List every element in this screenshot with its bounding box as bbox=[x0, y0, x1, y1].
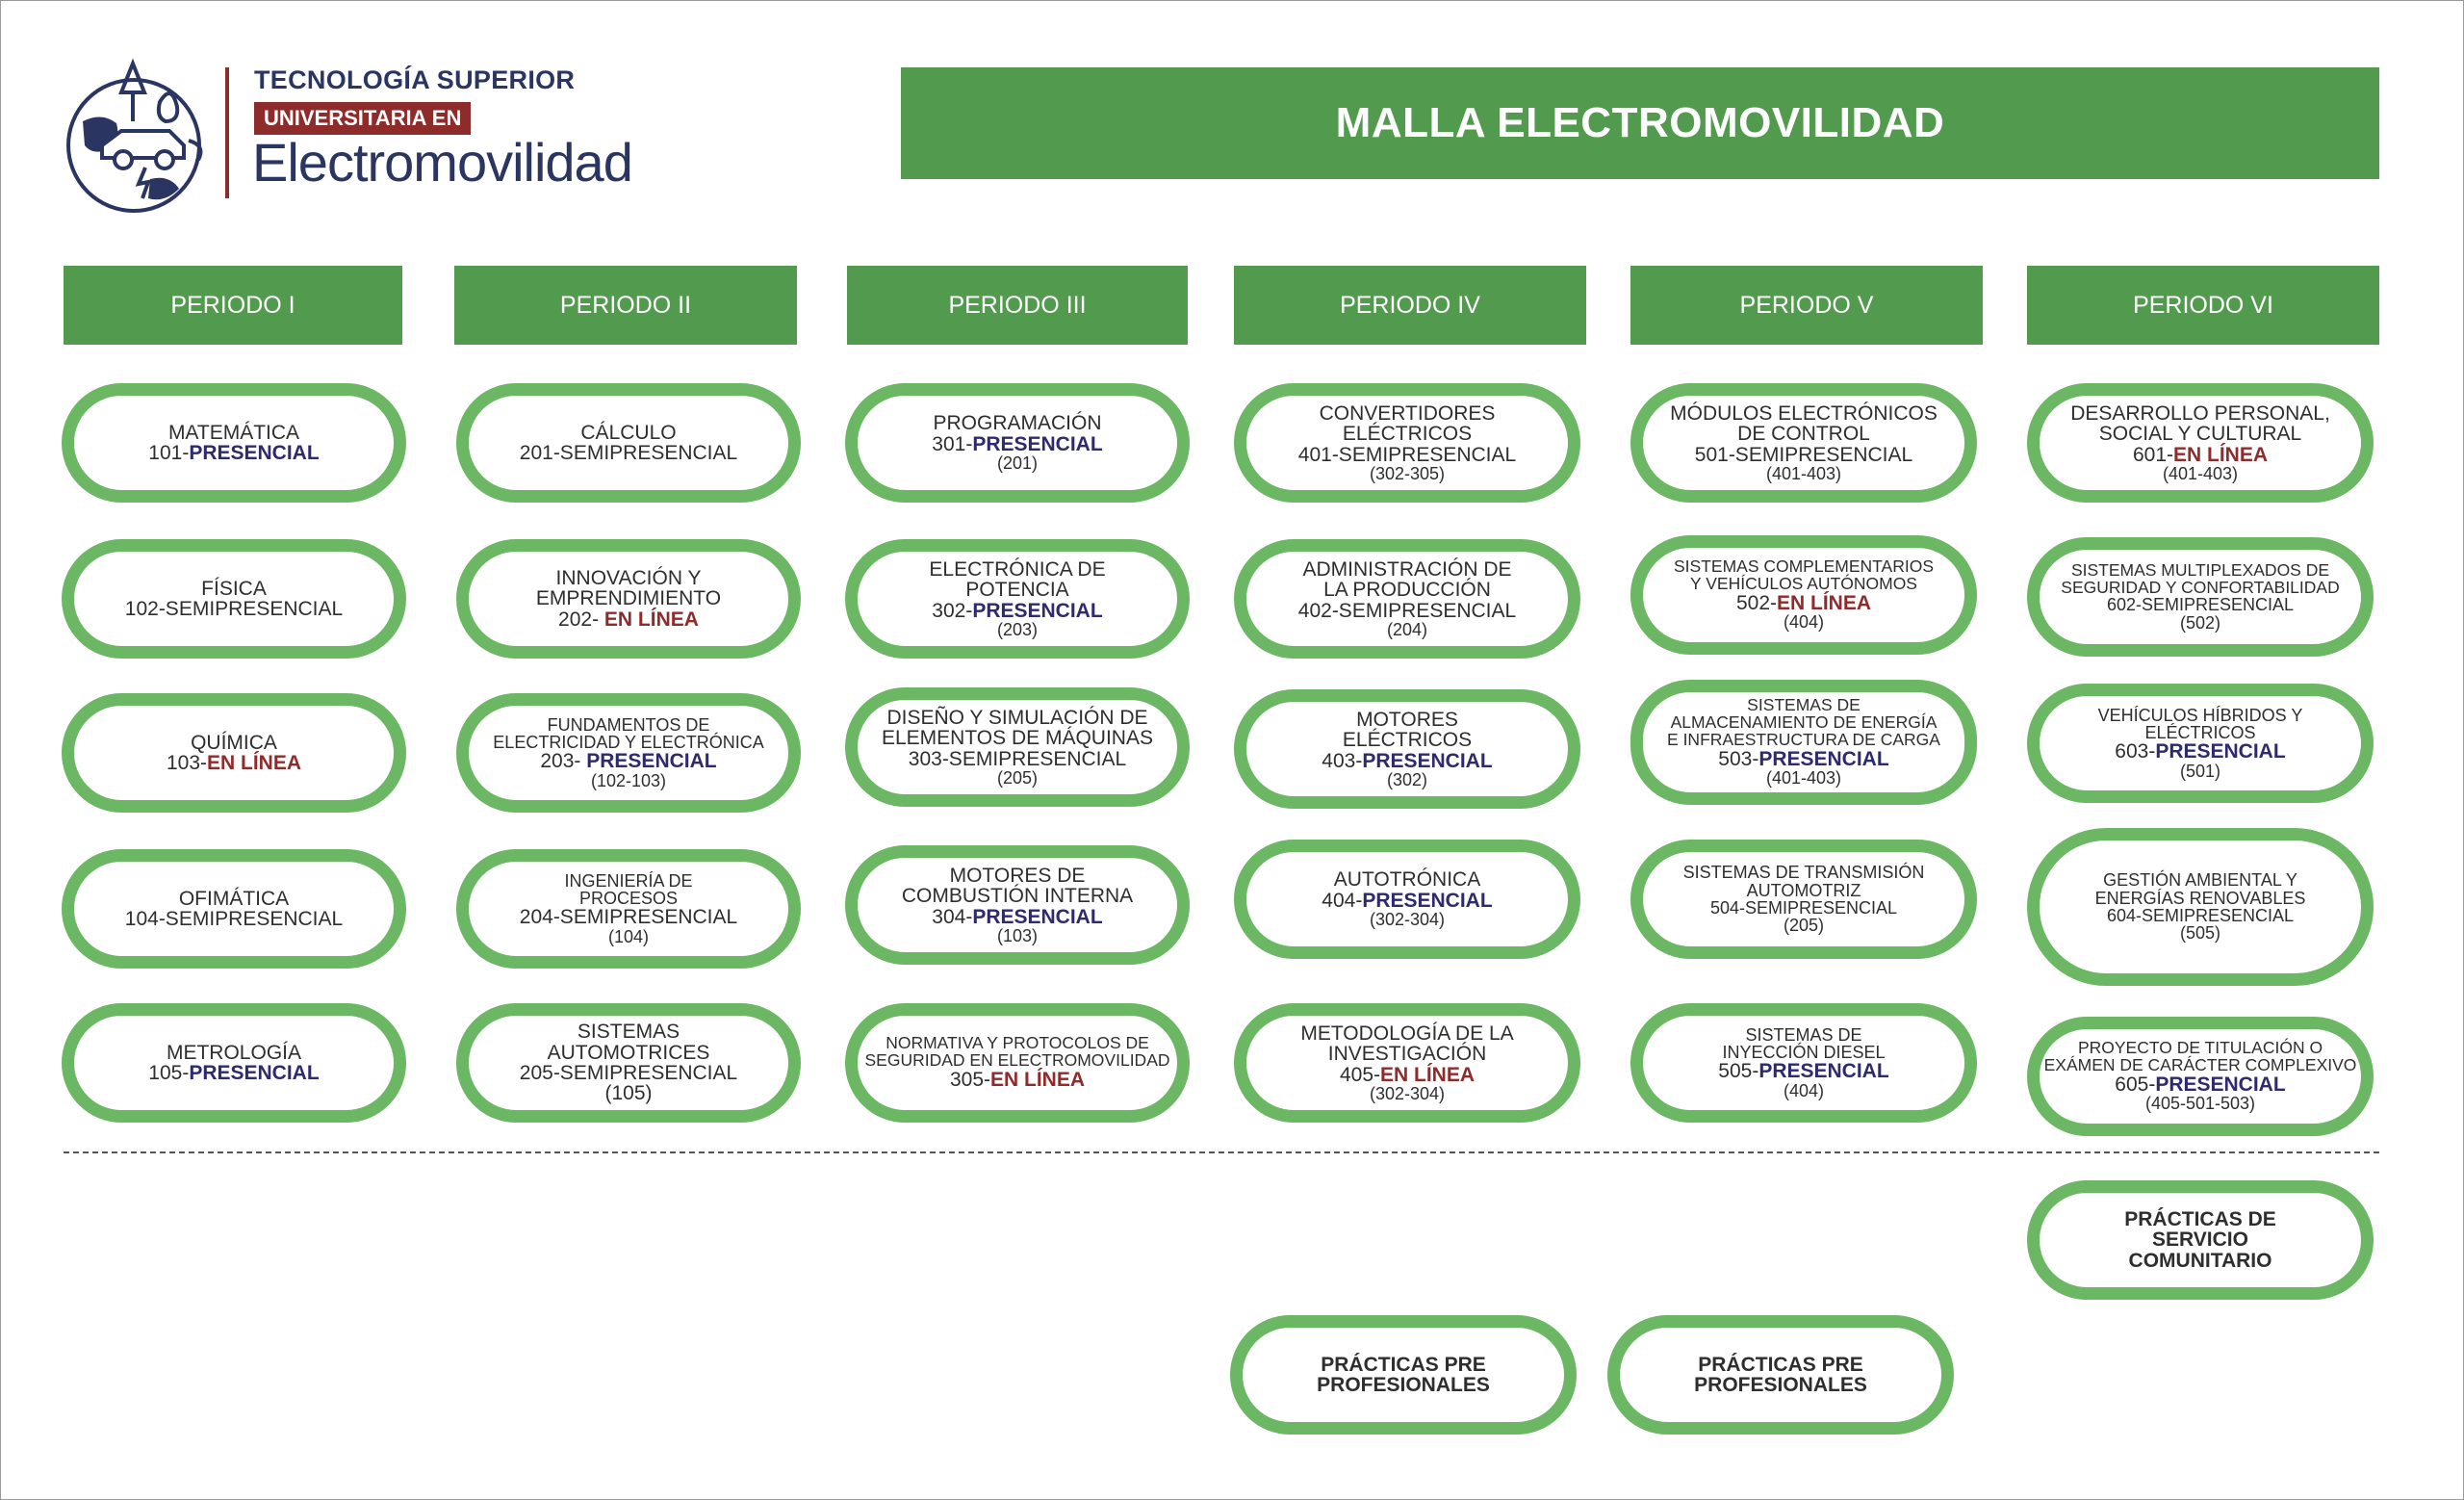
course-name: CÁLCULO bbox=[580, 421, 677, 444]
course-code-mode: 402-SEMIPRESENCIAL bbox=[1297, 599, 1517, 622]
course-602[interactable] bbox=[2027, 537, 2374, 657]
practice-line-1: PRÁCTICAS DE bbox=[2124, 1207, 2276, 1230]
course-605[interactable] bbox=[2027, 1017, 2374, 1136]
period-header-6: PERIODO VI bbox=[2027, 266, 2379, 345]
course-305[interactable] bbox=[845, 1003, 1190, 1123]
course-code-mode: 303-SEMIPRESENCIAL bbox=[908, 747, 1127, 770]
course-name-line-2: PROCESOS bbox=[578, 889, 679, 909]
course-prerequisites: (205) bbox=[1783, 916, 1825, 936]
course-name-line-1: GESTIÓN AMBIENTAL Y bbox=[2103, 870, 2297, 891]
course-name: METROLOGÍA bbox=[166, 1041, 302, 1064]
course-101[interactable] bbox=[62, 383, 406, 503]
period-header-4: PERIODO IV bbox=[1234, 266, 1586, 345]
course-prerequisites: (404) bbox=[1783, 612, 1825, 633]
course-prerequisites: (302-305) bbox=[1369, 463, 1446, 483]
course-name-line-2: DE CONTROL bbox=[1737, 423, 1870, 446]
course-202[interactable] bbox=[456, 539, 801, 659]
course-mode: PRESENCIAL bbox=[2155, 1073, 2286, 1096]
course-code: 203- bbox=[540, 750, 587, 773]
course-name-line-2: SEGURIDAD Y CONFORTABILIDAD bbox=[2061, 577, 2340, 597]
course-402[interactable] bbox=[1234, 539, 1580, 659]
course-code-mode: 104-SEMIPRESENCIAL bbox=[124, 908, 344, 930]
course-name-line-2: INVESTIGACIÓN bbox=[1327, 1043, 1487, 1066]
course-mode: PRESENCIAL bbox=[1362, 889, 1493, 912]
course-code-mode: 604-SEMIPRESENCIAL bbox=[2106, 906, 2295, 925]
course-name-line-2: AUTOMOTRIZ bbox=[1746, 880, 1861, 900]
course-mode: PRESENCIAL bbox=[586, 750, 717, 773]
course-prerequisites: (204) bbox=[1386, 619, 1428, 639]
course-505[interactable] bbox=[1630, 1003, 1977, 1123]
course-prerequisites: (302) bbox=[1386, 769, 1428, 789]
section-divider bbox=[64, 1151, 2379, 1153]
course-name-line-1: MOTORES bbox=[1356, 708, 1458, 731]
logo-line-1: TECNOLOGÍA SUPERIOR bbox=[254, 65, 576, 94]
course-code: 502- bbox=[1735, 591, 1777, 614]
course-prerequisites: (103) bbox=[996, 925, 1039, 945]
course-prerequisites: (104) bbox=[607, 926, 650, 946]
course-404[interactable] bbox=[1234, 840, 1580, 959]
course-name-line-2: POTENCIA bbox=[965, 579, 1069, 602]
practice-line-3: COMUNITARIO bbox=[2128, 1249, 2272, 1272]
course-name: QUÍMICA bbox=[191, 731, 277, 754]
course-prerequisites: (405-501-503) bbox=[2144, 1094, 2256, 1114]
course-name-line-1: SISTEMAS COMPLEMENTARIOS bbox=[1674, 556, 1934, 577]
course-code: 302- bbox=[932, 599, 973, 622]
course-name-line-1: SISTEMAS bbox=[577, 1021, 680, 1044]
course-105[interactable] bbox=[62, 1003, 406, 1123]
course-403[interactable] bbox=[1234, 689, 1580, 809]
course-code: 202- bbox=[558, 608, 604, 631]
course-301[interactable] bbox=[845, 383, 1190, 503]
course-code: 304- bbox=[932, 905, 973, 928]
course-401[interactable] bbox=[1234, 383, 1580, 503]
course-502[interactable] bbox=[1630, 535, 1977, 655]
course-prerequisites: (302-304) bbox=[1369, 910, 1446, 930]
course-name: AUTOTRÓNICA bbox=[1333, 868, 1481, 892]
logo-divider bbox=[225, 67, 229, 198]
course-code-mode: 102-SEMIPRESENCIAL bbox=[124, 598, 344, 620]
period-header-2: PERIODO II bbox=[454, 266, 797, 345]
course-name-line-1: ADMINISTRACIÓN DE bbox=[1302, 557, 1512, 581]
course-name-line-1: SISTEMAS DE TRANSMISIÓN bbox=[1682, 863, 1925, 883]
course-name-line-1: MÓDULOS ELECTRÓNICOS bbox=[1670, 401, 1938, 425]
course-code: 405- bbox=[1339, 1063, 1380, 1086]
institution-logo bbox=[64, 54, 632, 218]
course-code-mode: 205-SEMIPRESENCIAL bbox=[519, 1062, 738, 1084]
course-mode: EN LÍNEA bbox=[1777, 591, 1872, 614]
practice-line-1: PRÁCTICAS PRE bbox=[1321, 1353, 1486, 1376]
course-name-line-2: ELECTRICIDAD Y ELECTRÓNICA bbox=[493, 733, 764, 753]
course-code-mode: 504-SEMIPRESENCIAL bbox=[1709, 898, 1898, 918]
course-name-line-1: PROYECTO DE TITULACIÓN O bbox=[2077, 1038, 2323, 1058]
course-name-line-2: LA PRODUCCIÓN bbox=[1323, 579, 1491, 602]
course-code: 105- bbox=[148, 1062, 190, 1084]
course-mode: PRESENCIAL bbox=[1758, 747, 1889, 770]
course-prerequisites: (203) bbox=[996, 619, 1039, 639]
practice-line-1: PRÁCTICAS PRE bbox=[1698, 1353, 1863, 1376]
course-name-line-2: EMPRENDIMIENTO bbox=[535, 587, 722, 610]
course-name-line-1: NORMATIVA Y PROTOCOLOS DE bbox=[886, 1033, 1149, 1053]
course-code: 503- bbox=[1718, 747, 1759, 770]
course-code: 603- bbox=[2115, 740, 2156, 763]
course-name-line-1: METODOLOGÍA DE LA bbox=[1300, 1022, 1514, 1045]
course-name-line-1: VEHÍCULOS HÍBRIDOS Y bbox=[2097, 705, 2303, 725]
course-102[interactable] bbox=[62, 539, 406, 659]
course-name-line-2: ELÉCTRICOS bbox=[1342, 423, 1473, 446]
course-prerequisites: (102-103) bbox=[590, 770, 667, 790]
course-302[interactable] bbox=[845, 539, 1190, 659]
course-code: 101- bbox=[148, 442, 190, 464]
course-mode: PRESENCIAL bbox=[2155, 740, 2286, 763]
course-prerequisites: (505) bbox=[2179, 923, 2221, 944]
course-name-line-1: MOTORES DE bbox=[949, 864, 1086, 887]
course-name-line-2: ALMACENAMIENTO DE ENERGÍA bbox=[1670, 712, 1938, 733]
practice-line-2: SERVICIO bbox=[2152, 1228, 2248, 1252]
course-code: 505- bbox=[1718, 1060, 1759, 1083]
course-code: 403- bbox=[1322, 749, 1363, 772]
course-204[interactable] bbox=[456, 849, 801, 969]
logo-line-2: UNIVERSITARIA EN bbox=[254, 102, 471, 135]
course-name: PROGRAMACIÓN bbox=[933, 412, 1102, 435]
course-prerequisites: (501) bbox=[2179, 761, 2221, 781]
course-name-line-2: COMBUSTIÓN INTERNA bbox=[901, 885, 1134, 908]
course-name-line-1: SISTEMAS DE bbox=[1745, 1024, 1862, 1045]
course-code: 301- bbox=[932, 432, 973, 455]
course-mode: PRESENCIAL bbox=[1362, 749, 1493, 772]
course-205[interactable] bbox=[456, 1003, 801, 1123]
course-name-line-1: FUNDAMENTOS DE bbox=[547, 714, 710, 735]
course-prerequisites: (401-403) bbox=[1765, 768, 1842, 789]
course-304[interactable] bbox=[845, 845, 1190, 965]
course-code-mode: 201-SEMIPRESENCIAL bbox=[519, 442, 738, 464]
period-header-1: PERIODO I bbox=[64, 266, 402, 345]
course-name-line-2: INYECCIÓN DIESEL bbox=[1722, 1043, 1886, 1063]
course-303[interactable] bbox=[845, 687, 1190, 807]
course-prerequisites: (502) bbox=[2179, 612, 2221, 633]
course-name-line-1: SISTEMAS MULTIPLEXADOS DE bbox=[2070, 559, 2330, 580]
course-601[interactable] bbox=[2027, 383, 2374, 503]
course-name-line-1: SISTEMAS DE bbox=[1747, 695, 1861, 715]
course-mode: EN LÍNEA bbox=[603, 608, 699, 631]
practice-line-2: PROFESIONALES bbox=[1694, 1374, 1867, 1396]
course-mode: PRESENCIAL bbox=[972, 599, 1103, 622]
course-mode: EN LÍNEA bbox=[990, 1069, 1086, 1092]
course-mode: EN LÍNEA bbox=[2173, 443, 2269, 466]
course-name: OFIMÁTICA bbox=[178, 887, 290, 910]
course-code-mode: 501-SEMIPRESENCIAL bbox=[1694, 443, 1913, 466]
practice-preprofessional-2[interactable] bbox=[1607, 1315, 1954, 1435]
course-203[interactable] bbox=[456, 693, 801, 813]
course-prerequisites: (205) bbox=[996, 767, 1039, 788]
period-header-3: PERIODO III bbox=[847, 266, 1188, 345]
course-mode: EN LÍNEA bbox=[1380, 1063, 1476, 1086]
course-code-mode: 602-SEMIPRESENCIAL bbox=[2106, 595, 2295, 615]
course-name-line-1: DESARROLLO PERSONAL, bbox=[2070, 401, 2330, 425]
course-prerequisites: (201) bbox=[996, 453, 1039, 474]
course-name-line-1: INGENIERÍA DE bbox=[564, 870, 693, 891]
course-201[interactable] bbox=[456, 383, 801, 503]
course-name-line-2: Y VEHÍCULOS AUTÓNOMOS bbox=[1690, 574, 1917, 594]
course-prerequisites: (401-403) bbox=[2162, 463, 2239, 483]
course-104[interactable] bbox=[62, 849, 406, 969]
course-name: MATEMÁTICA bbox=[167, 421, 300, 444]
course-mode: PRESENCIAL bbox=[972, 432, 1103, 455]
period-header-5: PERIODO V bbox=[1630, 266, 1983, 345]
practice-line-2: PROFESIONALES bbox=[1317, 1374, 1490, 1396]
course-code-mode: 204-SEMIPRESENCIAL bbox=[519, 906, 738, 929]
course-name-line-2: EXÁMEN DE CARÁCTER COMPLEXIVO bbox=[2043, 1055, 2357, 1075]
course-name-line-2: SEGURIDAD EN ELECTROMOVILIDAD bbox=[864, 1050, 1170, 1071]
course-code-mode: 401-SEMIPRESENCIAL bbox=[1297, 443, 1517, 466]
course-mode: PRESENCIAL bbox=[189, 442, 320, 464]
course-name-line-1: INNOVACIÓN Y bbox=[555, 566, 702, 589]
course-name-line-2: ELÉCTRICOS bbox=[1342, 729, 1473, 752]
course-603[interactable] bbox=[2027, 684, 2374, 803]
course-name-line-2: SOCIAL Y CULTURAL bbox=[2098, 423, 2302, 446]
course-code: 601- bbox=[2132, 443, 2173, 466]
course-504[interactable] bbox=[1630, 840, 1977, 959]
course-405[interactable] bbox=[1234, 1003, 1580, 1123]
course-501[interactable] bbox=[1630, 383, 1977, 503]
course-prerequisites: (401-403) bbox=[1765, 463, 1842, 483]
course-code: 103- bbox=[166, 752, 207, 774]
course-name: FÍSICA bbox=[201, 577, 267, 600]
course-503[interactable] bbox=[1630, 680, 1977, 805]
course-code: 605- bbox=[2115, 1073, 2156, 1096]
course-code: 404- bbox=[1322, 889, 1363, 912]
page-title: MALLA ELECTROMOVILIDAD bbox=[901, 67, 2379, 179]
course-mode: EN LÍNEA bbox=[207, 752, 302, 774]
course-name-line-2: ENERGÍAS RENOVABLES bbox=[2094, 888, 2306, 908]
course-name-line-2: AUTOMOTRICES bbox=[547, 1041, 710, 1064]
course-name-line-2: ELÉCTRICOS bbox=[2144, 723, 2256, 743]
course-name-line-3: E INFRAESTRUCTURA DE CARGA bbox=[1667, 730, 1940, 750]
practice-community-service[interactable] bbox=[2027, 1180, 2374, 1300]
globe-car-tree-icon bbox=[64, 54, 208, 218]
course-name-line-1: ELECTRÓNICA DE bbox=[929, 557, 1106, 581]
course-prerequisites: (105) bbox=[604, 1082, 653, 1105]
course-mode: PRESENCIAL bbox=[972, 905, 1103, 928]
logo-line-3: Electromovilidad bbox=[252, 132, 632, 193]
course-prerequisites: (302-304) bbox=[1369, 1083, 1446, 1103]
course-604[interactable] bbox=[2027, 828, 2374, 986]
course-103[interactable] bbox=[62, 693, 406, 813]
practice-preprofessional-1[interactable] bbox=[1230, 1315, 1577, 1435]
course-name-line-1: DISEÑO Y SIMULACIÓN DE bbox=[886, 706, 1148, 729]
course-mode: PRESENCIAL bbox=[189, 1062, 320, 1084]
course-code: 305- bbox=[949, 1069, 990, 1092]
course-name-line-2: ELEMENTOS DE MÁQUINAS bbox=[881, 727, 1153, 750]
course-prerequisites: (404) bbox=[1783, 1080, 1825, 1100]
course-mode: PRESENCIAL bbox=[1758, 1060, 1889, 1083]
course-name-line-1: CONVERTIDORES bbox=[1319, 401, 1496, 425]
